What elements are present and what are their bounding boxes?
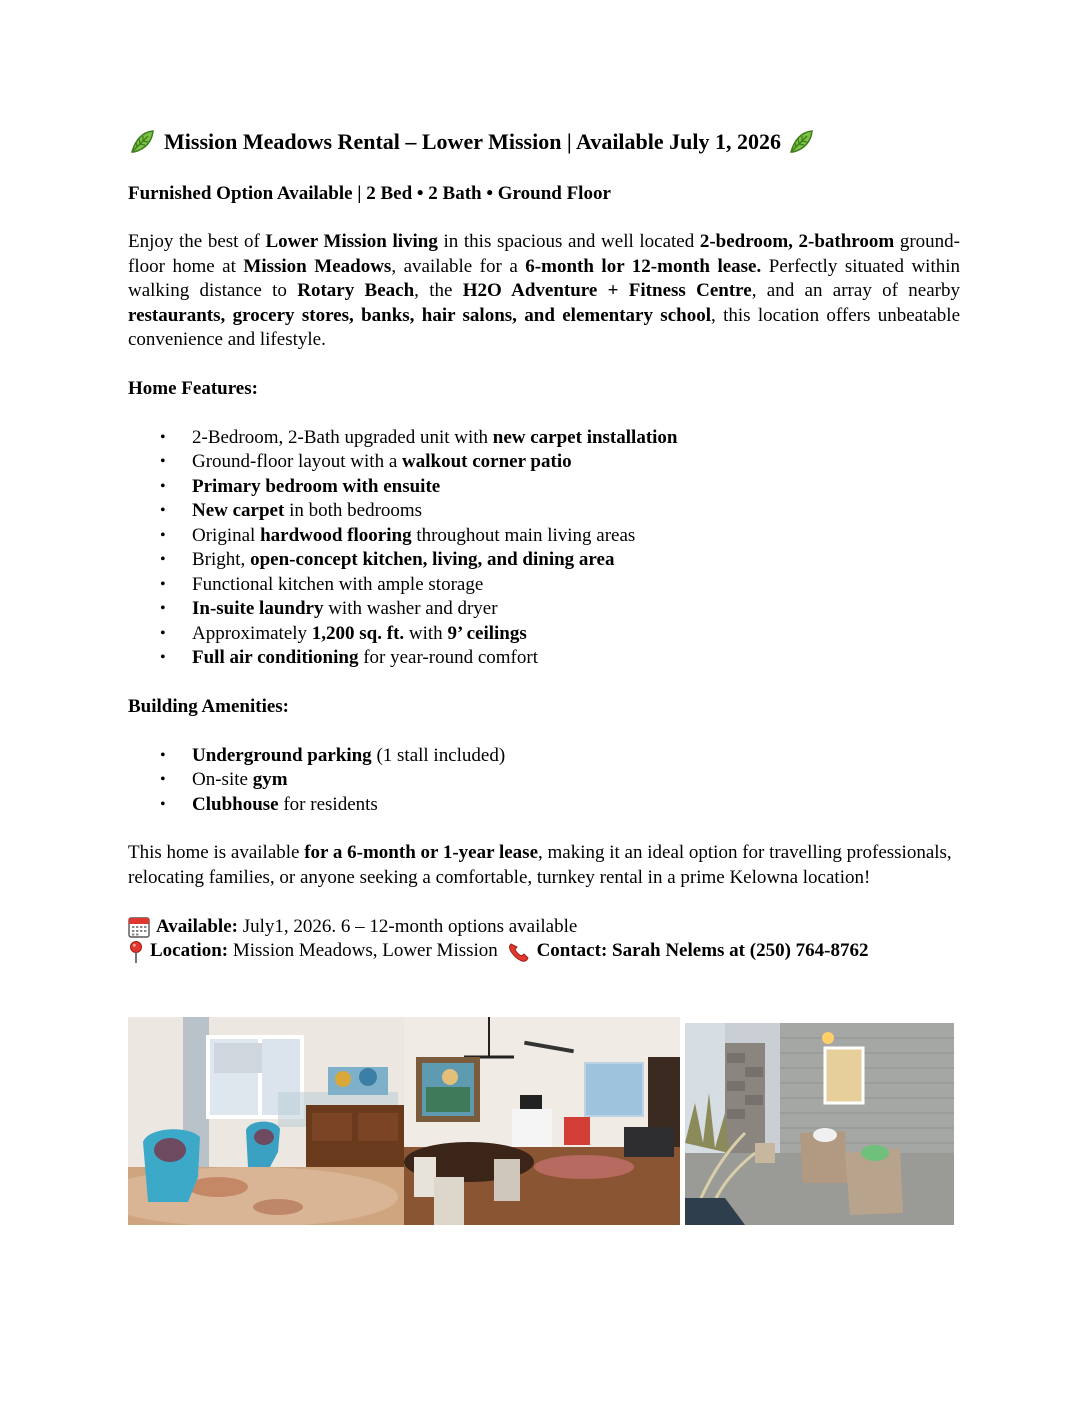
text-run: in both bedrooms: [284, 500, 423, 522]
living-room-photo: [128, 1017, 404, 1225]
bold-text: Rotary Beach: [297, 280, 415, 302]
contact-text: Contact: Sarah Nelems at (250) 764-8762: [536, 940, 869, 962]
text-run: for residents: [278, 793, 378, 815]
text-run: (1 stall included): [371, 744, 506, 766]
document-content: [128, 122, 960, 964]
bold-text: for a 6-month or 1-year lease: [304, 842, 538, 864]
bold-text: gym: [252, 769, 288, 791]
bold-text: hardwood flooring: [260, 524, 412, 546]
page-title: [128, 122, 960, 162]
list-item: [192, 450, 960, 475]
text-run: ground-floor home at: [128, 231, 961, 277]
text-run: 2-Bedroom, 2-Bath upgraded unit with: [192, 426, 493, 448]
location-label: Location:: [150, 940, 229, 962]
text-run: , making it an ideal option for travelling professionals, relocating families, or anyone seeking a comfortable, turnkey rental in a prime Kelowna location!: [128, 842, 952, 889]
bold-text: Primary bedroom with ensuite: [192, 475, 441, 497]
bold-text: In-suite laundry: [192, 598, 324, 620]
calendar-icon: [128, 916, 150, 938]
text-run: , and an array of nearby: [751, 280, 960, 302]
list-item: [192, 768, 960, 793]
text-run: Bright,: [192, 549, 251, 571]
text-run: Perfectly situated within walking distance to: [128, 255, 961, 302]
bold-text: 6-month lor 12-month lease.: [525, 255, 762, 277]
available-value: July1, 2026. 6 – 12-month options available: [237, 915, 578, 937]
list-item: [192, 548, 960, 573]
bold-text: walkout corner patio: [402, 451, 572, 473]
bold-text: 9’ ceilings: [447, 622, 527, 644]
bold-text: Mission Meadows: [243, 255, 392, 277]
leaf-icon: [787, 128, 815, 156]
text-run: On-site: [192, 769, 253, 791]
text-run: Approximately: [192, 622, 312, 644]
patio-photo: [685, 1023, 954, 1225]
subtitle: Furnished Option Available | 2 Bed • 2 Bath • Ground Floor: [128, 183, 611, 204]
text-run: for year-round comfort: [358, 647, 538, 669]
leaf-icon: [128, 128, 156, 156]
bold-text: New carpet: [192, 500, 285, 522]
list-item: [192, 499, 960, 524]
location-pin-icon: [128, 940, 144, 964]
intro-paragraph: [128, 230, 960, 353]
bold-text: new carpet installation: [492, 426, 678, 448]
list-item: [192, 597, 960, 622]
home-features-list: [128, 426, 960, 671]
text-run: Enjoy the best of: [128, 231, 266, 252]
text-run: This home is available: [128, 842, 305, 864]
list-item: [192, 622, 960, 647]
dining-living-photo: [404, 1017, 680, 1225]
bold-text: open-concept kitchen, living, and dining area: [250, 549, 615, 571]
list-item: [192, 646, 960, 671]
list-item: [192, 524, 960, 549]
building-amenities-heading: Building Amenities:: [128, 695, 289, 717]
list-item: [192, 793, 960, 818]
bold-text: restaurants, grocery stores, banks, hair salons, and elementary school: [128, 304, 711, 326]
text-run: Original: [192, 524, 261, 546]
contact-info: [128, 915, 960, 964]
list-item: [192, 744, 960, 769]
closing-paragraph: [128, 841, 960, 890]
text-run: , the: [414, 280, 463, 302]
bold-text: Clubhouse: [192, 793, 279, 815]
bold-text: Lower Mission living: [265, 231, 438, 252]
text-run: Ground-floor layout with a: [192, 451, 403, 473]
list-item: [192, 475, 960, 500]
bold-text: H2O Adventure + Fitness Centre: [462, 280, 752, 302]
bold-text: 2-bedroom, 2-bathroom: [699, 231, 895, 252]
text-run: throughout main living areas: [411, 524, 636, 546]
location-value: Mission Meadows, Lower Mission: [228, 940, 503, 962]
phone-icon: [507, 941, 531, 963]
availability-line: [128, 915, 960, 940]
building-amenities-list: [128, 744, 960, 818]
available-label: Available:: [156, 915, 238, 937]
bold-text: 1,200 sq. ft.: [311, 622, 405, 644]
text-run: with washer and dryer: [323, 598, 498, 620]
list-item: [192, 573, 960, 598]
bold-text: Full air conditioning: [192, 647, 359, 669]
location-line: [128, 939, 960, 964]
title-text: Mission Meadows Rental – Lower Mission | Available July 1, 2026: [164, 129, 781, 154]
photo-strip: [128, 1017, 954, 1225]
home-features-heading: Home Features:: [128, 377, 258, 399]
bold-text: Underground parking: [192, 744, 372, 766]
list-item: [192, 426, 960, 451]
text-run: in this spacious and well located: [437, 231, 700, 252]
text-run: Functional kitchen with ample storage: [192, 573, 484, 595]
text-run: , available for a: [391, 255, 526, 277]
text-run: , this location offers unbeatable convenience and lifestyle.: [128, 304, 960, 351]
text-run: with: [404, 622, 448, 644]
